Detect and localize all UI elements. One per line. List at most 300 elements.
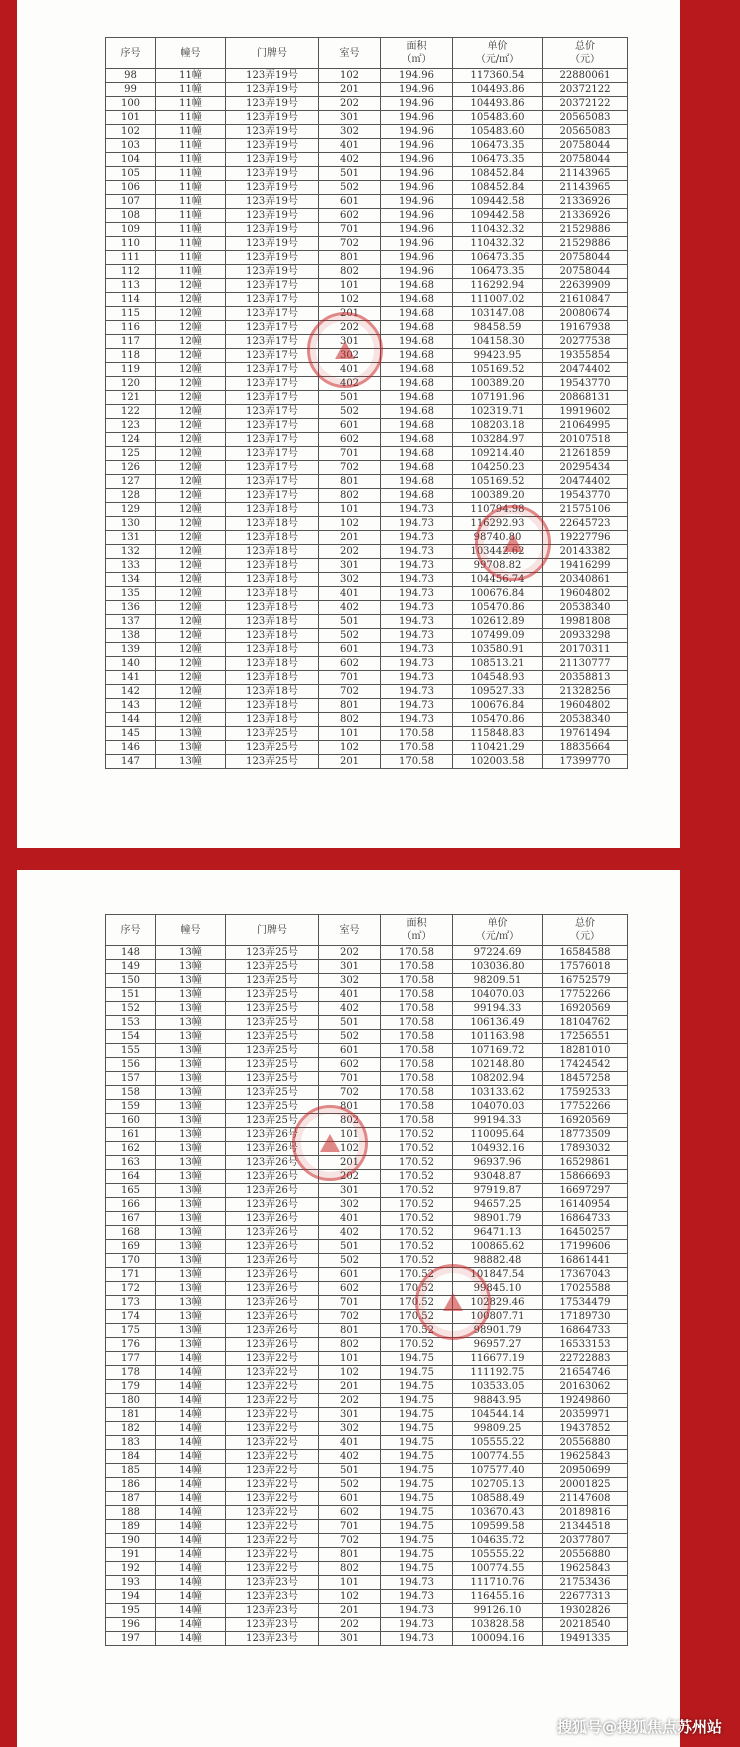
- table-row: [106, 1492, 628, 1506]
- table-cell: 21753436: [543, 1576, 628, 1590]
- table-cell: 101: [319, 727, 381, 741]
- table-cell: 170.52: [381, 1310, 453, 1324]
- table-cell: 123弄26号: [226, 1184, 319, 1198]
- column-header: 总价 （元）: [543, 38, 628, 69]
- table-cell: 14幢: [156, 1492, 226, 1506]
- table-cell: 17025588: [543, 1282, 628, 1296]
- table-cell: 202: [319, 97, 381, 111]
- table-cell: 123弄25号: [226, 1044, 319, 1058]
- table-cell: 194.68: [381, 335, 453, 349]
- table-row: [106, 1422, 628, 1436]
- table-cell: 187: [106, 1492, 156, 1506]
- table-row: [106, 433, 628, 447]
- table-cell: 19604802: [543, 587, 628, 601]
- table-cell: 123弄17号: [226, 293, 319, 307]
- table-cell: 123弄22号: [226, 1562, 319, 1576]
- table-cell: 21143965: [543, 167, 628, 181]
- table-cell: 21575106: [543, 503, 628, 517]
- official-seal-stamp: [307, 312, 383, 388]
- table-cell: 194.96: [381, 209, 453, 223]
- table-cell: 18835664: [543, 741, 628, 755]
- table-cell: 99708.82: [453, 559, 543, 573]
- table-cell: 11幢: [156, 97, 226, 111]
- table-cell: 103284.97: [453, 433, 543, 447]
- table-cell: 197: [106, 1632, 156, 1646]
- table-cell: 98882.48: [453, 1254, 543, 1268]
- table-cell: 104070.03: [453, 1100, 543, 1114]
- table-cell: 22645723: [543, 517, 628, 531]
- table-cell: 173: [106, 1296, 156, 1310]
- table-cell: 98843.95: [453, 1394, 543, 1408]
- table-cell: 21529886: [543, 237, 628, 251]
- table-cell: 123弄19号: [226, 97, 319, 111]
- table-cell: 106136.49: [453, 1016, 543, 1030]
- table-cell: 802: [319, 1114, 381, 1128]
- table-cell: 100389.20: [453, 489, 543, 503]
- table-row: [106, 489, 628, 503]
- table-cell: 108452.84: [453, 167, 543, 181]
- table-cell: 123弄19号: [226, 69, 319, 83]
- table-cell: 201: [319, 1380, 381, 1394]
- table-cell: 152: [106, 1002, 156, 1016]
- table-cell: 102829.46: [453, 1296, 543, 1310]
- table-cell: 601: [319, 419, 381, 433]
- table-row: [106, 1226, 628, 1240]
- table-cell: 123弄26号: [226, 1212, 319, 1226]
- table-cell: 17399770: [543, 755, 628, 769]
- table-cell: 149: [106, 960, 156, 974]
- table-cell: 194.75: [381, 1492, 453, 1506]
- table-cell: 170.58: [381, 988, 453, 1002]
- table-cell: 103828.58: [453, 1618, 543, 1632]
- table-cell: 502: [319, 1254, 381, 1268]
- table-cell: 11幢: [156, 209, 226, 223]
- table-cell: 181: [106, 1408, 156, 1422]
- table-cell: 12幢: [156, 405, 226, 419]
- table-cell: 14幢: [156, 1422, 226, 1436]
- table-cell: 123弄22号: [226, 1366, 319, 1380]
- table-cell: 801: [319, 1548, 381, 1562]
- table-cell: 402: [319, 1226, 381, 1240]
- table-row: [106, 447, 628, 461]
- table-cell: 96957.27: [453, 1338, 543, 1352]
- table-cell: 202: [319, 1170, 381, 1184]
- table-cell: 123弄22号: [226, 1548, 319, 1562]
- table-cell: 12幢: [156, 447, 226, 461]
- table-cell: 502: [319, 629, 381, 643]
- table-cell: 123弄26号: [226, 1198, 319, 1212]
- table-cell: 402: [319, 153, 381, 167]
- table-cell: 19302826: [543, 1604, 628, 1618]
- table-cell: 194.73: [381, 573, 453, 587]
- table-cell: 123弄25号: [226, 1086, 319, 1100]
- table-cell: 20107518: [543, 433, 628, 447]
- table-cell: 401: [319, 1436, 381, 1450]
- table-cell: 194.75: [381, 1380, 453, 1394]
- official-seal-stamp: [292, 1105, 368, 1181]
- table-cell: 115848.83: [453, 727, 543, 741]
- column-header: 幢号: [156, 915, 226, 946]
- table-cell: 15866693: [543, 1170, 628, 1184]
- table-row: [106, 97, 628, 111]
- column-header: 室号: [319, 38, 381, 69]
- table-cell: 123弄17号: [226, 391, 319, 405]
- table-cell: 11幢: [156, 251, 226, 265]
- table-row: [106, 223, 628, 237]
- table-cell: 111007.02: [453, 293, 543, 307]
- table-cell: 20359971: [543, 1408, 628, 1422]
- table-cell: 20538340: [543, 601, 628, 615]
- table-row: [106, 1100, 628, 1114]
- table-cell: 11幢: [156, 265, 226, 279]
- table-row: [106, 1030, 628, 1044]
- table-cell: 502: [319, 181, 381, 195]
- table-cell: 123弄18号: [226, 503, 319, 517]
- table-cell: 170.58: [381, 1044, 453, 1058]
- table-cell: 102612.89: [453, 615, 543, 629]
- table-cell: 21130777: [543, 657, 628, 671]
- table-cell: 170.58: [381, 1114, 453, 1128]
- table-cell: 20556880: [543, 1548, 628, 1562]
- table-cell: 302: [319, 1422, 381, 1436]
- table-cell: 12幢: [156, 685, 226, 699]
- table-cell: 14幢: [156, 1520, 226, 1534]
- table-cell: 194.68: [381, 293, 453, 307]
- table-cell: 93048.87: [453, 1170, 543, 1184]
- table-cell: 12幢: [156, 377, 226, 391]
- table-cell: 123弄19号: [226, 251, 319, 265]
- table-cell: 14幢: [156, 1618, 226, 1632]
- table-cell: 194.68: [381, 405, 453, 419]
- table-cell: 123弄19号: [226, 223, 319, 237]
- table-cell: 194.96: [381, 181, 453, 195]
- table-cell: 194.96: [381, 139, 453, 153]
- table-cell: 201: [319, 531, 381, 545]
- table-row: [106, 1198, 628, 1212]
- table-cell: 301: [319, 559, 381, 573]
- column-header: 幢号: [156, 38, 226, 69]
- table-cell: 123弄18号: [226, 629, 319, 643]
- table-cell: 21529886: [543, 223, 628, 237]
- table-cell: 135: [106, 587, 156, 601]
- table-cell: 12幢: [156, 559, 226, 573]
- table-cell: 123弄19号: [226, 83, 319, 97]
- table-cell: 194.73: [381, 1618, 453, 1632]
- table-cell: 166: [106, 1198, 156, 1212]
- table-cell: 401: [319, 988, 381, 1002]
- table-cell: 21261859: [543, 447, 628, 461]
- table-cell: 170.58: [381, 1086, 453, 1100]
- table-cell: 194.73: [381, 1590, 453, 1604]
- table-row: [106, 1618, 628, 1632]
- table-cell: 401: [319, 587, 381, 601]
- table-cell: 123弄25号: [226, 1058, 319, 1072]
- table-cell: 123弄18号: [226, 573, 319, 587]
- table-cell: 126: [106, 461, 156, 475]
- table-cell: 19625843: [543, 1562, 628, 1576]
- table-cell: 114: [106, 293, 156, 307]
- table-cell: 20170311: [543, 643, 628, 657]
- table-cell: 98: [106, 69, 156, 83]
- table-cell: 111710.76: [453, 1576, 543, 1590]
- table-cell: 123弄22号: [226, 1520, 319, 1534]
- table-cell: 102: [106, 125, 156, 139]
- table-cell: 105169.52: [453, 363, 543, 377]
- table-cell: 19761494: [543, 727, 628, 741]
- table-cell: 108203.18: [453, 419, 543, 433]
- table-cell: 17189730: [543, 1310, 628, 1324]
- table-cell: 113: [106, 279, 156, 293]
- table-cell: 601: [319, 643, 381, 657]
- table-cell: 194.68: [381, 377, 453, 391]
- table-cell: 202: [319, 946, 381, 960]
- table-cell: 123弄19号: [226, 139, 319, 153]
- table-cell: 12幢: [156, 615, 226, 629]
- table-cell: 13幢: [156, 1212, 226, 1226]
- table-cell: 123弄17号: [226, 405, 319, 419]
- table-cell: 501: [319, 391, 381, 405]
- table-cell: 13幢: [156, 1240, 226, 1254]
- table-cell: 20556880: [543, 1436, 628, 1450]
- table-row: [106, 503, 628, 517]
- table-cell: 13幢: [156, 1058, 226, 1072]
- table-cell: 123弄23号: [226, 1590, 319, 1604]
- table-cell: 123弄26号: [226, 1128, 319, 1142]
- table-row: [106, 1156, 628, 1170]
- table-cell: 21654746: [543, 1366, 628, 1380]
- table-cell: 170.52: [381, 1240, 453, 1254]
- table-cell: 133: [106, 559, 156, 573]
- table-row: [106, 517, 628, 531]
- table-cell: 702: [319, 685, 381, 699]
- table-cell: 196: [106, 1618, 156, 1632]
- table-cell: 194.96: [381, 69, 453, 83]
- table-cell: 194.96: [381, 83, 453, 97]
- table-cell: 101163.98: [453, 1030, 543, 1044]
- table-row: [106, 1478, 628, 1492]
- table-cell: 109527.33: [453, 685, 543, 699]
- table-cell: 123弄19号: [226, 167, 319, 181]
- table-cell: 194.75: [381, 1450, 453, 1464]
- table-cell: 123: [106, 419, 156, 433]
- table-cell: 194.75: [381, 1366, 453, 1380]
- table-row: [106, 125, 628, 139]
- table-cell: 302: [319, 573, 381, 587]
- table-row: [106, 461, 628, 475]
- table-cell: 170.52: [381, 1170, 453, 1184]
- table-cell: 96937.96: [453, 1156, 543, 1170]
- table-cell: 17534479: [543, 1296, 628, 1310]
- table-row: [106, 391, 628, 405]
- table-row: [106, 1408, 628, 1422]
- table-cell: 123弄17号: [226, 489, 319, 503]
- table-row: [106, 237, 628, 251]
- table-cell: 99845.10: [453, 1282, 543, 1296]
- table-cell: 147: [106, 755, 156, 769]
- table-row: [106, 713, 628, 727]
- table-cell: 13幢: [156, 988, 226, 1002]
- table-cell: 123弄26号: [226, 1254, 319, 1268]
- table-cell: 103: [106, 139, 156, 153]
- table-cell: 301: [319, 1184, 381, 1198]
- table-cell: 123弄22号: [226, 1408, 319, 1422]
- table-cell: 123弄26号: [226, 1240, 319, 1254]
- table-cell: 401: [319, 139, 381, 153]
- table-cell: 19604802: [543, 699, 628, 713]
- table-cell: 12幢: [156, 699, 226, 713]
- table-cell: 116292.94: [453, 279, 543, 293]
- table-cell: 501: [319, 167, 381, 181]
- table-cell: 110: [106, 237, 156, 251]
- table-row: [106, 1562, 628, 1576]
- table-cell: 20758044: [543, 265, 628, 279]
- table-cell: 102: [319, 1142, 381, 1156]
- column-header: 总价 （元）: [543, 915, 628, 946]
- column-header: 序号: [106, 915, 156, 946]
- table-cell: 19437852: [543, 1422, 628, 1436]
- table-row: [106, 629, 628, 643]
- table-cell: 12幢: [156, 433, 226, 447]
- table-cell: 123弄17号: [226, 419, 319, 433]
- table-cell: 107499.09: [453, 629, 543, 643]
- table-cell: 123弄17号: [226, 363, 319, 377]
- table-cell: 401: [319, 363, 381, 377]
- table-cell: 20758044: [543, 153, 628, 167]
- table-cell: 201: [319, 83, 381, 97]
- table-row: [106, 419, 628, 433]
- table-cell: 137: [106, 615, 156, 629]
- table-cell: 123弄18号: [226, 671, 319, 685]
- table-cell: 123弄22号: [226, 1492, 319, 1506]
- table-cell: 123弄19号: [226, 237, 319, 251]
- table-cell: 102: [319, 293, 381, 307]
- table-cell: 16697297: [543, 1184, 628, 1198]
- table-cell: 194.73: [381, 615, 453, 629]
- table-cell: 194.73: [381, 699, 453, 713]
- table-cell: 17424542: [543, 1058, 628, 1072]
- table-cell: 14幢: [156, 1380, 226, 1394]
- table-cell: 110095.64: [453, 1128, 543, 1142]
- table-cell: 170.58: [381, 1072, 453, 1086]
- table-row: [106, 988, 628, 1002]
- table-cell: 194.75: [381, 1562, 453, 1576]
- table-cell: 123弄23号: [226, 1576, 319, 1590]
- table-cell: 194.73: [381, 643, 453, 657]
- table-cell: 192: [106, 1562, 156, 1576]
- table-cell: 18104762: [543, 1016, 628, 1030]
- table-cell: 108513.21: [453, 657, 543, 671]
- table-cell: 101847.54: [453, 1268, 543, 1282]
- table-cell: 108452.84: [453, 181, 543, 195]
- table-row: [106, 1072, 628, 1086]
- table-cell: 21328256: [543, 685, 628, 699]
- table-cell: 123弄22号: [226, 1464, 319, 1478]
- table-cell: 12幢: [156, 643, 226, 657]
- table-row: [106, 83, 628, 97]
- table-cell: 123弄23号: [226, 1632, 319, 1646]
- table-cell: 123弄17号: [226, 307, 319, 321]
- table-cell: 105555.22: [453, 1548, 543, 1562]
- table-cell: 108: [106, 209, 156, 223]
- table-cell: 167: [106, 1212, 156, 1226]
- table-row: [106, 279, 628, 293]
- table-cell: 99809.25: [453, 1422, 543, 1436]
- table-cell: 100807.71: [453, 1310, 543, 1324]
- table-cell: 11幢: [156, 195, 226, 209]
- table-cell: 102: [319, 69, 381, 83]
- table-cell: 14幢: [156, 1604, 226, 1618]
- table-cell: 12幢: [156, 461, 226, 475]
- table-cell: 123弄18号: [226, 657, 319, 671]
- official-seal-stamp: [415, 1264, 491, 1340]
- table-cell: 123弄26号: [226, 1142, 319, 1156]
- table-cell: 19249860: [543, 1394, 628, 1408]
- table-row: [106, 1086, 628, 1100]
- table-cell: 801: [319, 475, 381, 489]
- column-header: 面积 （㎡）: [381, 38, 453, 69]
- table-cell: 195: [106, 1604, 156, 1618]
- table-cell: 302: [319, 974, 381, 988]
- table-cell: 20377807: [543, 1534, 628, 1548]
- table-cell: 128: [106, 489, 156, 503]
- table-cell: 160: [106, 1114, 156, 1128]
- table-cell: 20565083: [543, 125, 628, 139]
- table-cell: 202: [319, 321, 381, 335]
- table-cell: 501: [319, 1016, 381, 1030]
- table-cell: 105555.22: [453, 1436, 543, 1450]
- table-cell: 194.75: [381, 1506, 453, 1520]
- table-cell: 193: [106, 1576, 156, 1590]
- table-cell: 170.52: [381, 1324, 453, 1338]
- table-row: [106, 755, 628, 769]
- table-cell: 194.96: [381, 167, 453, 181]
- table-cell: 110794.98: [453, 503, 543, 517]
- table-row: [106, 1114, 628, 1128]
- table-cell: 111: [106, 251, 156, 265]
- table-cell: 123弄18号: [226, 601, 319, 615]
- table-cell: 19167938: [543, 321, 628, 335]
- table-cell: 22677313: [543, 1590, 628, 1604]
- table-row: [106, 741, 628, 755]
- table-cell: 16529861: [543, 1156, 628, 1170]
- table-cell: 602: [319, 1058, 381, 1072]
- table-cell: 16861441: [543, 1254, 628, 1268]
- table-cell: 201: [319, 1156, 381, 1170]
- table-cell: 105169.52: [453, 475, 543, 489]
- table-cell: 102148.80: [453, 1058, 543, 1072]
- table-cell: 123弄18号: [226, 685, 319, 699]
- table-cell: 134: [106, 573, 156, 587]
- table-cell: 170.52: [381, 1254, 453, 1268]
- table-cell: 102003.58: [453, 755, 543, 769]
- table-cell: 11幢: [156, 111, 226, 125]
- table-cell: 170: [106, 1254, 156, 1268]
- table-cell: 123弄26号: [226, 1310, 319, 1324]
- table-cell: 13幢: [156, 1044, 226, 1058]
- table-cell: 194.96: [381, 251, 453, 265]
- table-cell: 402: [319, 601, 381, 615]
- table-cell: 14幢: [156, 1562, 226, 1576]
- table-cell: 150: [106, 974, 156, 988]
- table-cell: 191: [106, 1548, 156, 1562]
- table-cell: 110432.32: [453, 223, 543, 237]
- table-cell: 123弄19号: [226, 195, 319, 209]
- table-cell: 13幢: [156, 1030, 226, 1044]
- table-cell: 20565083: [543, 111, 628, 125]
- table-cell: 16864733: [543, 1324, 628, 1338]
- table-cell: 123弄22号: [226, 1478, 319, 1492]
- table-cell: 194.75: [381, 1394, 453, 1408]
